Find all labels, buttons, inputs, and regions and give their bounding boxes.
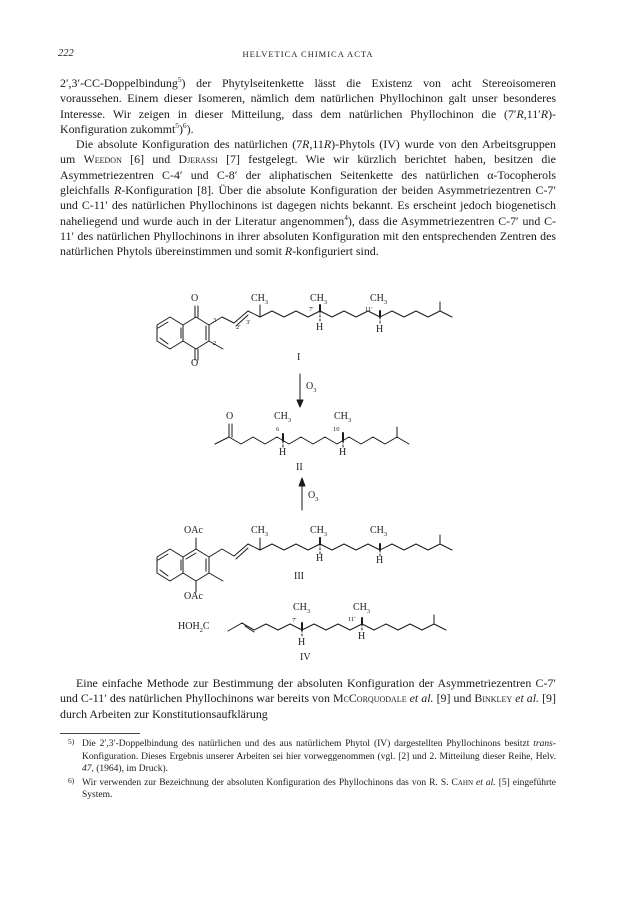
label-hoh2c-IV: $HOH_2C$: [178, 621, 210, 634]
label-h-I-b: H: [376, 324, 384, 335]
label-h-III-a: H: [316, 553, 324, 564]
label-o-II: O: [226, 411, 234, 422]
paragraph-1: 2′,3′-CC-Doppelbindung$^5$) der Phytylseitenkette lässt die Existenz von acht Stereoisomeren voraussehen. Einem dieser Isomeren, nämlich dem natürlichen Phyllochinon galt unser besonderes Interesse. Wir zeigen in dieser Mitteilung, dass dem natürlichen Phyllochinon die (7′R,11′R)-Konfiguration zukommt$^5$)$^6$).: [60, 75, 557, 136]
footnote-divider: [60, 733, 140, 734]
footnote-6: 6) Wir verwenden zur Bezeichnung der absoluten Konfiguration des Phyllochinons das von R. S. Cahn et al. [5] eingeführte System.: [68, 775, 557, 801]
structure-IV: [228, 615, 446, 638]
label-h-III-b: H: [376, 555, 384, 566]
structure-I: [157, 302, 452, 360]
author-binkley: Binkley: [474, 691, 513, 706]
label-num-6-II: 6: [276, 426, 280, 433]
author-mccorquodale: McCorquodale: [332, 691, 407, 706]
structure-scheme: [0, 294, 624, 666]
label-h-I-a: H: [316, 322, 324, 333]
footnotes: [60, 738, 556, 803]
label-num-2p-I: 2′: [236, 324, 241, 331]
label-num-2-I: 2: [213, 340, 217, 347]
structure-III: [157, 535, 452, 592]
label-ch3-IV-a: $CH_3$: [293, 602, 311, 615]
label-ch3-I-a: $CH_3$: [251, 293, 269, 306]
structure-drawing: [0, 294, 624, 666]
footnote-5: 5) Die 2′,3′-Doppelbindung des natürlichen und des aus natürlichem Phytol (IV) dargestellten Phyllochinons besitzt trans-Konfiguration. Dieses Ergebnis unserer Arbeiten sei hier vorweggenommen (vgl. [2] und 2. Mitteilung dieser Reihe, Helv. 47, (1964), im Druck).: [68, 737, 556, 775]
label-o-bottom-I: O: [191, 358, 199, 369]
label-o3-b: $O_3$: [308, 490, 319, 503]
label-num-7p-I: 7′: [309, 306, 314, 313]
label-ch3-I-c: $CH_3$: [370, 293, 388, 306]
author-weedon: Weedon: [83, 152, 122, 167]
page-header: [58, 48, 558, 62]
label-num-10-II: 10: [333, 426, 340, 433]
author-djerassi: Djerassi: [178, 152, 218, 167]
body-text-top: [60, 76, 556, 260]
label-ch3-II-b: $CH_3$: [334, 411, 352, 424]
label-ch3-II-a: $CH_3$: [274, 411, 292, 424]
label-num-3p-I: 3′: [246, 319, 251, 326]
label-num-11p-I: 11′: [365, 306, 373, 313]
paragraph-3: Eine einfache Methode zur Bestimmung der absoluten Konfiguration der Asymmetriezentren C-7′ und C-11′ des natürlichen Phyllochinons war bereits von McCorquodale et al. [9] und Binkley et al. [9] durch Arbeiten zur Konstitutionsaufklärung: [60, 676, 556, 721]
label-o3-a: $O_3$: [306, 381, 317, 394]
label-o-top-I: O: [191, 293, 199, 304]
label-ch3-III-c: $CH_3$: [370, 525, 388, 538]
label-oac-top-III: OAc: [184, 525, 203, 536]
label-roman-II: II: [296, 462, 303, 473]
label-h-II-a: H: [279, 447, 287, 458]
page-number: 222: [58, 48, 74, 59]
label-roman-I: I: [297, 352, 301, 363]
label-roman-IV: IV: [300, 652, 311, 663]
label-ch3-IV-b: $CH_3$: [353, 602, 371, 615]
label-num-3-I: 3: [213, 317, 217, 324]
body-text-bottom: [60, 676, 556, 722]
journal-title: HELVETICA CHIMICA ACTA: [242, 49, 374, 59]
label-ch3-III-a: $CH_3$: [251, 525, 269, 538]
label-ch3-I-b: $CH_3$: [310, 293, 328, 306]
label-h-II-b: H: [339, 447, 347, 458]
label-oac-bottom-III: OAc: [184, 591, 203, 602]
label-num-11p-IV: 11′: [348, 616, 356, 623]
label-h-IV-a: H: [298, 637, 306, 648]
label-ch3-III-b: $CH_3$: [310, 525, 328, 538]
paragraph-2: Die absolute Konfiguration des natürlichen (7R,11R)-Phytols (IV) wurde von den Arbeitsgruppen um Weedon [6] und Djerassi [7] festgelegt. Wie wir kürzlich berichtet haben, besitzen die Asymmetriezentren C-4′ und C-8′ der aliphatischen Seitenkette des natürlichen α-Tocopherols gleichfalls R-Konfiguration [8]. Über die absolute Konfiguration der beiden Asymmetriezentren C-7′ und C-11′ des natürlichen Phyllochinons ist dagegen nichts bekannt. Es erscheint jedoch biogenetisch naheliegend und wurde auch in der Literatur angenommen$^4$), dass die Asymmetriezentren C-7′ und C-11′ des natürlichen Phyllochinons in ihrer absoluten Konfiguration mit den entsprechenden Zentren des natürlichen Phytols übereinstimmen und somit R-konfiguriert sind.: [60, 137, 556, 259]
label-num-7p-IV: 7′: [292, 617, 297, 624]
structure-II: [215, 424, 409, 448]
label-h-IV-b: H: [358, 631, 366, 642]
label-roman-III: III: [294, 571, 304, 582]
